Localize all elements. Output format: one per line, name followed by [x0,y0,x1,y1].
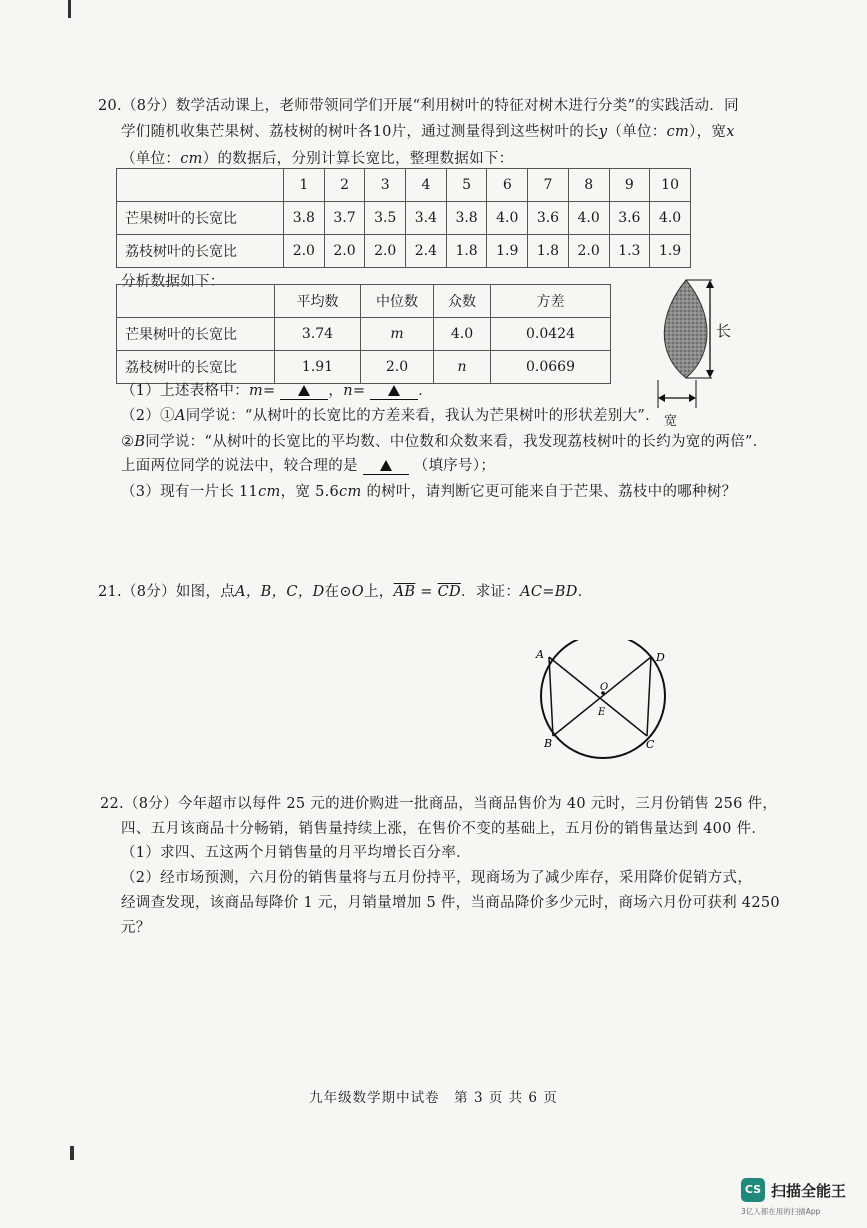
camscanner-logo-icon: CS [741,1178,765,1202]
triangle-icon [380,460,392,471]
table-cell: 1.9 [650,235,691,268]
table-cell: 4.0 [650,202,691,235]
table-header-cell: 3 [365,169,406,202]
table-header-cell: 8 [568,169,609,202]
leaf-width-label: 宽 [664,414,678,429]
label-o: O [600,682,609,693]
leaf-shape [664,280,707,378]
table-cell: 2.0 [284,235,325,268]
table-cell: 2.0 [361,351,434,384]
table-cell: 4.0 [568,202,609,235]
q20-intro-line2: 学们随机收集芒果树、荔枝树的树叶各10片，通过测量得到这些树叶的长y（单位：cm），宽x [121,124,735,140]
chord-ac [549,657,647,736]
table-header-cell: 众数 [434,285,491,318]
table-cell: 0.0669 [491,351,611,384]
q22-part2-line3: 元？ [121,920,151,936]
row-label-mango: 芒果树叶的长宽比 [117,202,284,235]
q22-part1: （1）求四、五这两个月销售量的月平均增长百分率． [121,845,471,861]
table-row [117,235,691,268]
q20-intro-line1: 20.（8分）数学活动课上，老师带领同学们开展“利用树叶的特征对树木进行分类”的实践活动．同 [98,98,739,114]
table-header-cell: 5 [446,169,487,202]
watermark-slogan: 3亿人都在用的扫描App [741,1207,821,1216]
scanner-watermark [741,1178,853,1222]
row-label-mango: 芒果树叶的长宽比 [117,318,275,351]
table-header-cell: 4 [406,169,447,202]
table-cell: 4.0 [487,202,528,235]
table-cell: 3.5 [365,202,406,235]
triangle-icon [298,385,310,396]
leaf-ratio-table [116,168,691,268]
page-footer: 九年级数学期中试卷 第 3 页 共 6 页 [309,1090,558,1106]
q20-part3: （3）现有一片长 11cm，宽 5.6cm 的树叶，请判断它更可能来自于芒果、荔枝中的哪种树？ [121,484,737,500]
table-row [117,318,611,351]
answer-blank-n[interactable] [370,383,418,400]
chord-ab [549,657,553,736]
table-cell: 4.0 [434,318,491,351]
triangle-icon [388,385,400,396]
leaf-figure [648,274,738,426]
scan-mark-bottom [70,1146,74,1160]
leaf-length-label: 长 [716,322,732,340]
label-c: C [646,738,655,751]
table-cell: 2.0 [365,235,406,268]
q22-line2: 四、五月该商品十分畅销，销售量持续上涨，在售价不变的基础上，五月份的销售量达到 400 件． [121,821,767,837]
table-cell: 1.3 [609,235,650,268]
table-row [117,202,691,235]
q20-part2-a: （2）①A同学说：“从树叶的长宽比的方差来看，我认为芒果树叶的形状差别大”． [121,408,660,424]
watermark-app-name: 扫描全能王 [771,1182,847,1200]
table-cell: m [361,318,434,351]
table-cell: 3.6 [609,202,650,235]
analysis-label: 分析数据如下： [121,274,225,290]
table-cell: 3.7 [324,202,365,235]
table-cell: 1.8 [446,235,487,268]
row-label-lychee: 荔枝树叶的长宽比 [117,235,284,268]
table-cell: 2.0 [568,235,609,268]
table-cell: 2.0 [324,235,365,268]
table-cell: 3.74 [275,318,361,351]
table-header-cell: 平均数 [275,285,361,318]
q20-part1: （1）上述表格中：m= ，n= ． [121,383,434,399]
table-header-cell: 中位数 [361,285,434,318]
table-header-cell: 方差 [491,285,611,318]
table-cell: 1.91 [275,351,361,384]
table-cell: n [434,351,491,384]
table-header-cell: 10 [650,169,691,202]
table-header-row [117,285,611,318]
chord-bd [553,657,651,736]
table-header-row [117,169,691,202]
table-corner-cell [117,285,275,318]
row-label-lychee: 荔枝树叶的长宽比 [117,351,275,384]
table-cell: 0.0424 [491,318,611,351]
table-cell: 1.8 [528,235,569,268]
table-cell: 2.4 [406,235,447,268]
table-cell: 3.8 [284,202,325,235]
q22-part2-line1: （2）经市场预测，六月份的销售量将与五月份持平，现商场为了减少库存，采用降价促销方式， [121,870,753,886]
table-cell: 1.9 [487,235,528,268]
q20-part2-c: 上面两位同学的说法中，较合理的是 （填序号）； [121,458,496,474]
table-corner-cell [117,169,284,202]
table-header-cell: 1 [284,169,325,202]
q20-intro-line3: （单位：cm）的数据后，分别计算长宽比，整理数据如下： [121,151,514,167]
statistics-table [116,284,611,384]
label-b: B [544,737,553,750]
table-header-cell: 7 [528,169,569,202]
label-d: D [656,651,665,664]
label-a: A [536,648,544,661]
table-header-cell: 2 [324,169,365,202]
table-cell: 3.6 [528,202,569,235]
answer-blank-choice[interactable] [363,458,409,475]
table-header-cell: 9 [609,169,650,202]
q22-line1: 22.（8分）今年超市以每件 25 元的进价购进一批商品，当商品售价为 40 元时，三月份销售 256 件， [100,796,778,812]
circle-figure [526,640,676,760]
label-e: E [598,707,606,718]
table-header-cell: 6 [487,169,528,202]
q22-part2-line2: 经调查发现，该商品每降价 1 元，月销量增加 5 件，当商品降价多少元时，商场六月份可获利 4250 [121,895,780,911]
q21-text: 21.（8分）如图，点A，B，C，D在⊙O上，$\overline{AB} = \overline{CD}$．求证：AC=BD． [98,584,593,600]
scan-mark-top [68,0,71,18]
answer-blank-m[interactable] [280,383,328,400]
q20-part2-b: ②B同学说：“从树叶的长宽比的平均数、中位数和众数来看，我发现荔枝树叶的长约为宽的两倍”． [121,434,768,450]
table-cell: 3.4 [406,202,447,235]
table-cell: 3.8 [446,202,487,235]
chord-cd [647,657,651,736]
